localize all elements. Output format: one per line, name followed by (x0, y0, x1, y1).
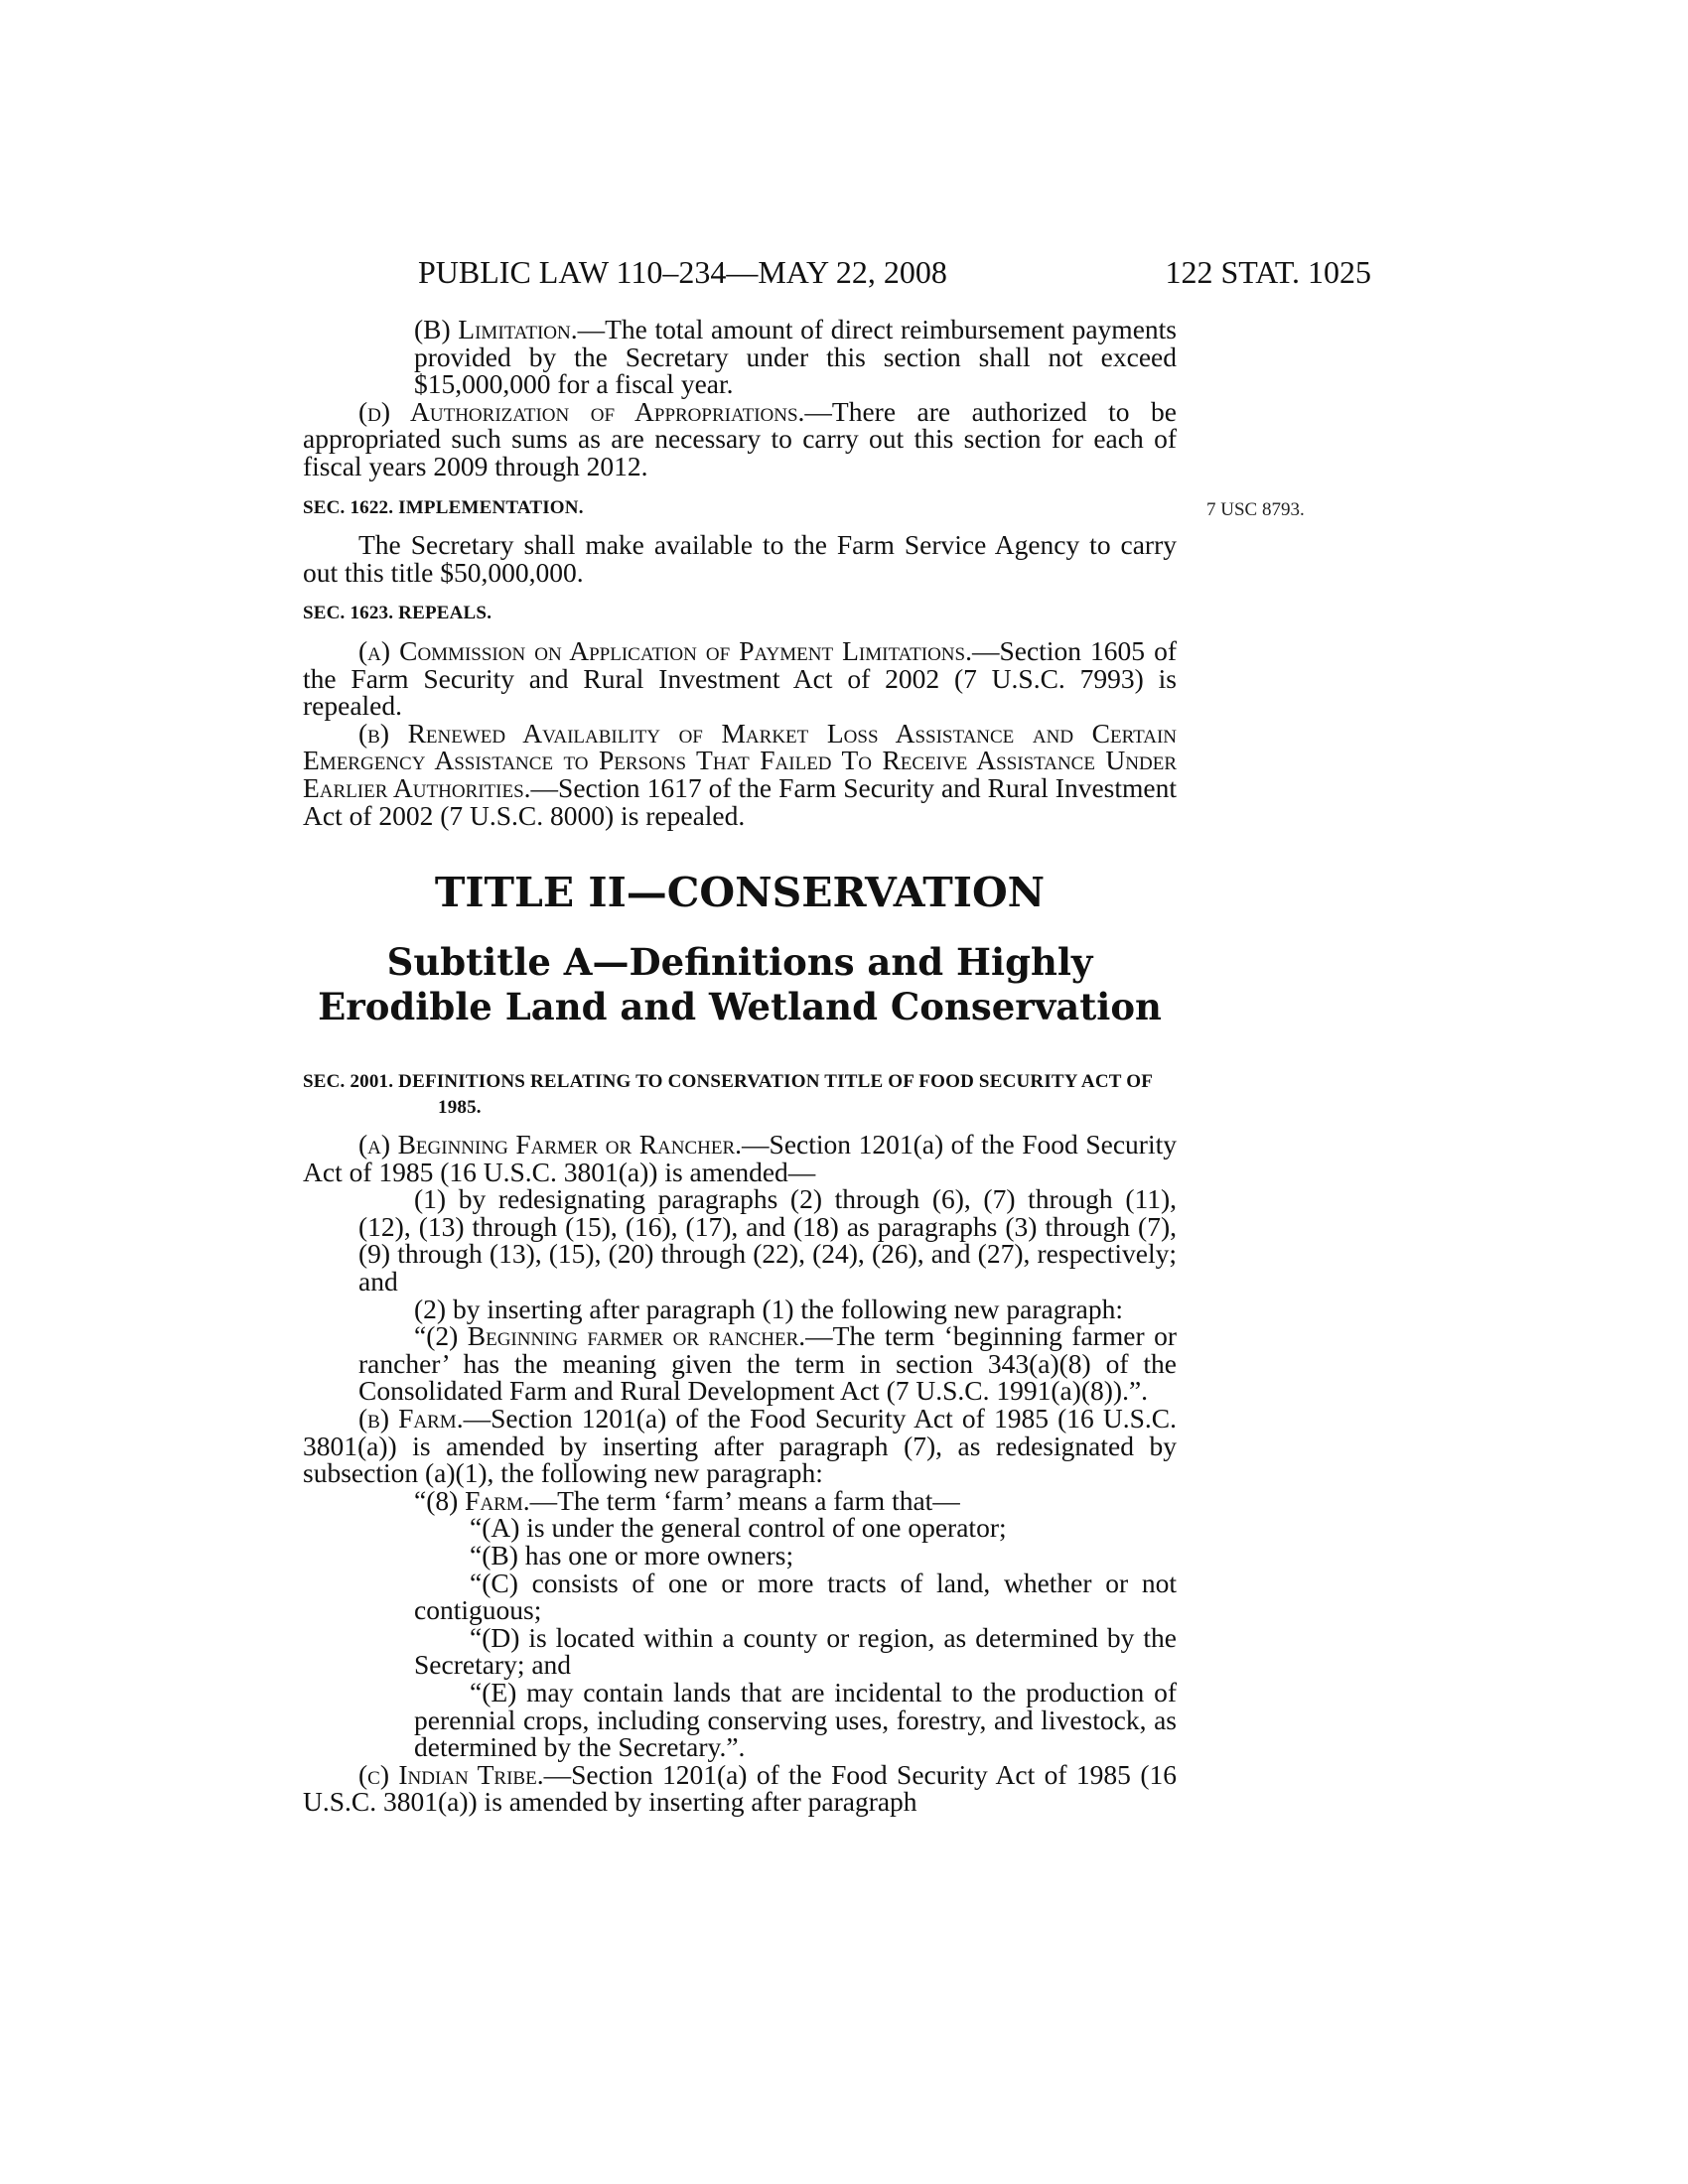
section-1622-heading: SEC. 1622. IMPLEMENTATION. (303, 496, 584, 518)
heading-beginning: (a) Beginning Farmer or Rancher. (358, 1129, 743, 1160)
margin-usc-note: 7 USC 8793. (1206, 499, 1305, 520)
heading-authorization: (d) Authorization of Appropriations. (358, 395, 805, 427)
text-quoted-2: —The term ‘beginning farmer or rancher’ has the meaning given the term in section 343(a)(8) of the Consolidated Farm and Rural Development Act (7 U.S.C. 1991(a)(8)).”. (358, 1320, 1177, 1407)
para-d-authorization (303, 395, 1177, 481)
text-beginning: —Section 1201(a) of the Food Security Act of 1985 (16 U.S.C. 3801(a)) is amended— (303, 1129, 1177, 1187)
para-quoted-E: “(E) may contain lands that are incidental to the production of perennial crops, including conserving uses, forestry, and livestock, as determined by the Secretary.”. (414, 1676, 1177, 1763)
heading-limitation: (B) Limitation. (414, 314, 578, 344)
para-b-farm (303, 1405, 1177, 1487)
heading-indian: (c) Indian Tribe. (358, 1758, 544, 1790)
text-quoted-8: —The term ‘farm’ means a farm that— (529, 1484, 960, 1516)
para-quoted-D: “(D) is located within a county or region, as determined by the Secretary; and (414, 1621, 1177, 1681)
para-b-limitation (414, 316, 1177, 398)
document-body (303, 316, 1177, 1816)
heading-quoted-8: “(8) Farm. (414, 1484, 530, 1516)
subtitle-line-2: Erodible Land and Wetland Conservation (318, 985, 1162, 1029)
heading-farm: (b) Farm. (358, 1403, 464, 1434)
para-quoted-B: “(B) has one or more owners; (470, 1540, 794, 1570)
text-farm: —Section 1201(a) of the Food Security Act of 1985 (16 U.S.C. 3801(a)) is amended by inserting after paragraph (7), as redesignated by subsection (a)(1), the following new paragraph: (303, 1403, 1178, 1489)
para-quoted-2 (358, 1322, 1177, 1405)
text-renewed: —Section 1617 of the Farm Security and Rural Investment Act of 2002 (7 U.S.C. 8000) is repealed. (303, 771, 1178, 831)
header-stat-page: 122 STAT. 1025 (1165, 254, 1371, 290)
para-a-beginning (303, 1131, 1177, 1185)
subtitle-heading (303, 940, 1177, 1029)
subtitle-line-1: Subtitle A—Definitions and Highly (386, 940, 1093, 985)
header-law-citation: PUBLIC LAW 110–234—MAY 22, 2008 (418, 254, 947, 290)
heading-commission: (a) Commission on Application of Payment Limitations. (358, 634, 972, 666)
text-limitation: —The total amount of direct reimbursement payments provided by the Secretary under this section shall not exceed $15,000,000 for a fiscal year. (414, 314, 1177, 400)
title-heading: TITLE II—CONSERVATION (434, 869, 1046, 917)
section-2001-heading: SEC. 2001. DEFINITIONS RELATING TO CONSERVATION TITLE OF FOOD SECURITY ACT OF 1985. (303, 1071, 1153, 1119)
para-a-commission (303, 634, 1177, 722)
text-authorization: —There are authorized to be appropriated such sums as are necessary to carry out this section for each of fiscal years 2009 through 2012. (303, 395, 1177, 481)
para-a2-inserting: (2) by inserting after paragraph (1) the following new paragraph: (414, 1293, 1123, 1324)
para-quoted-8 (414, 1484, 1177, 1516)
section-1623-heading: SEC. 1623. REPEALS. (303, 603, 492, 624)
text-indian: —Section 1201(a) of the Food Security Act of 1985 (16 U.S.C. 3801(a)) is amended by inserting after paragraph (303, 1758, 1177, 1818)
para-quoted-C: “(C) consists of one or more tracts of land, whether or not contiguous; (414, 1567, 1177, 1626)
text-commission: —Section 1605 of the Farm Security and Rural Investment Act of 2002 (7 U.S.C. 7993) is repealed. (303, 634, 1177, 722)
running-header (418, 254, 1371, 290)
para-a1-redesignating: (1) by redesignating paragraphs (2) through (6), (7) through (11), (12), (13) through (15), (16), (17), and (18) as paragraphs (3) through (7), (9) through (13), (15), (20) through (22), (24), (26), and (27), respectively; and (358, 1183, 1177, 1297)
para-quoted-A: “(A) is under the general control of one operator; (470, 1512, 1007, 1544)
para-sec1622-text: The Secretary shall make available to the Farm Service Agency to carry out this title $50,000,000. (303, 529, 1177, 588)
para-c-indian (303, 1758, 1177, 1818)
para-b-renewed (303, 717, 1178, 831)
heading-quoted-2: “(2) Beginning farmer or rancher. (414, 1320, 806, 1352)
heading-renewed: (b) Renewed Availability of Market Loss Assistance and Certain Emergency Assistance to Persons That Failed To Receive Assistance Under Earlier Authorities. (303, 717, 1177, 803)
